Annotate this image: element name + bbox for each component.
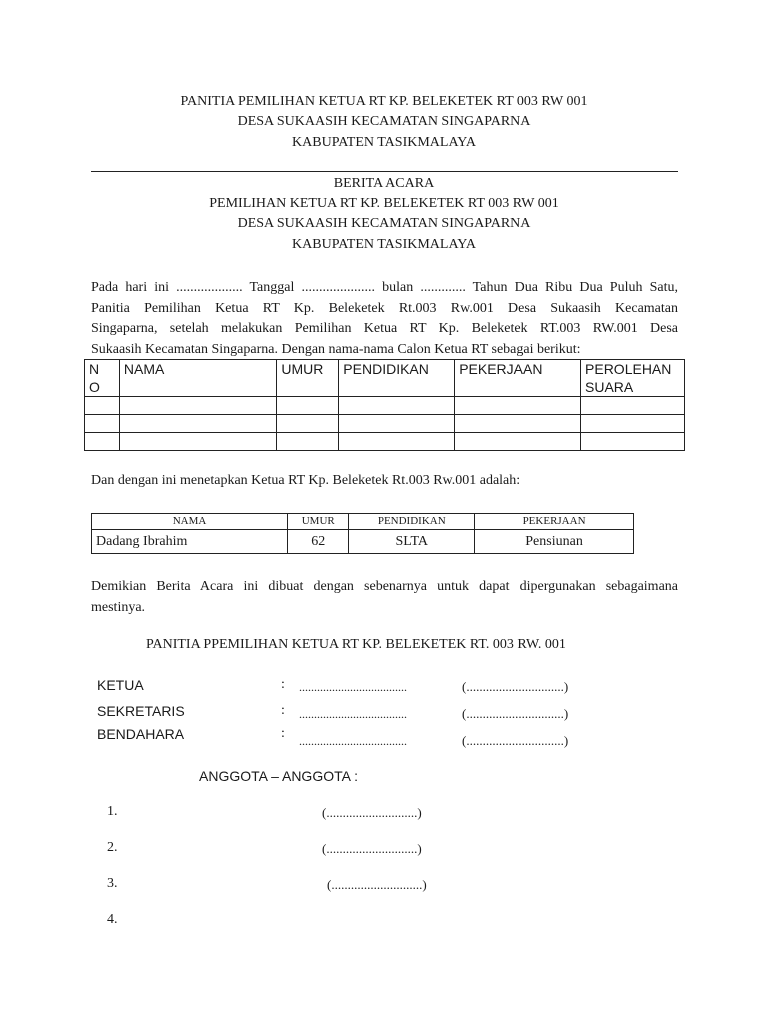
table-cell (455, 415, 581, 433)
col-header-perolehan-line-2: SUARA (585, 379, 634, 395)
member-number: 2. (107, 840, 118, 855)
table-cell (455, 433, 581, 451)
intro-paragraph (91, 278, 678, 360)
signatory-colon: : (281, 677, 285, 692)
member-number: 1. (107, 804, 118, 819)
table-cell (455, 397, 581, 415)
table-cell (119, 397, 276, 415)
col-header-nama: NAMA (119, 360, 276, 397)
signature-line: .................................... (299, 734, 407, 748)
table-row (85, 397, 685, 415)
table-cell (581, 415, 685, 433)
elected-header-pendidikan: PENDIDIKAN (349, 514, 475, 530)
table-cell (277, 433, 339, 451)
elected-pekerjaan: Pensiunan (475, 530, 634, 554)
table-row (85, 415, 685, 433)
intro-line-4: Sukaasih Kecamatan Singaparna. Dengan nama-nama Calon Ketua RT sebagai berikut: (91, 341, 581, 357)
col-header-no (85, 360, 120, 397)
signatory-name-placeholder: (..............................) (462, 679, 569, 694)
col-header-perolehan-suara (581, 360, 685, 397)
elected-header-pekerjaan: PEKERJAAN (475, 514, 634, 530)
decision-text: Dan dengan ini menetapkan Ketua RT Kp. Beleketek Rt.003 Rw.001 adalah: (91, 473, 521, 488)
committee-title: PANITIA PPEMILIHAN KETUA RT KP. BELEKETEK RT. 003 RW. 001 (146, 637, 566, 652)
header-line-2: DESA SUKAASIH KECAMATAN SINGAPARNA (237, 114, 531, 129)
elected-pendidikan: SLTA (349, 530, 475, 554)
table-cell (339, 433, 455, 451)
elected-header-row (92, 514, 634, 530)
col-header-pekerjaan: PEKERJAAN (455, 360, 581, 397)
signatory-role-ketua: KETUA (97, 677, 144, 693)
signature-line: .................................... (299, 680, 407, 694)
member-name-placeholder: (............................) (322, 841, 422, 856)
elected-umur: 62 (288, 530, 349, 554)
table-cell (581, 397, 685, 415)
table-cell (85, 415, 120, 433)
signatory-role-sekretaris: SEKRETARIS (97, 703, 185, 719)
members-title: ANGGOTA – ANGGOTA : (199, 768, 358, 784)
table-cell (277, 397, 339, 415)
intro-line-1: Pada hari ini ................... Tanggal ..................... bulan ............. Tahun Dua Ribu Dua Puluh Satu, (91, 280, 678, 295)
table-cell (119, 433, 276, 451)
col-header-umur: UMUR (277, 360, 339, 397)
member-name-placeholder: (............................) (327, 877, 427, 892)
header-divider (91, 171, 678, 172)
header-line-1: PANITIA PEMILIHAN KETUA RT KP. BELEKETEK RT 003 RW 001 (180, 94, 588, 109)
title-line-3: DESA SUKAASIH KECAMATAN SINGAPARNA (237, 216, 531, 231)
intro-line-2: Panitia Pemilihan Ketua RT Kp. Beleketek Rt.003 Rw.001 Desa Sukaasih Kecamatan (91, 300, 678, 316)
title-line-2: PEMILIHAN KETUA RT KP. BELEKETEK RT 003 RW 001 (209, 196, 559, 211)
closing-paragraph (91, 577, 678, 618)
title-line-1: BERITA ACARA (333, 176, 435, 191)
intro-line-3: Singaparna, setelah melakukan Pemilihan Ketua RT Kp. Beleketek RT.003 RW.001 Desa (91, 321, 678, 336)
col-header-no-line-2: O (89, 379, 100, 395)
signatory-role-bendahara: BENDAHARA (97, 726, 185, 742)
table-cell (581, 433, 685, 451)
title-line-4: KABUPATEN TASIKMALAYA (292, 237, 476, 252)
col-header-perolehan-line-1: PEROLEHAN (585, 361, 672, 377)
col-header-no-line-1: N (89, 361, 100, 377)
signatory-name-placeholder: (..............................) (462, 733, 569, 748)
closing-line-2: mestinya. (91, 599, 146, 615)
signature-line: .................................... (299, 707, 407, 721)
table-cell (119, 415, 276, 433)
elected-header-umur: UMUR (288, 514, 349, 530)
table-cell (85, 433, 120, 451)
signatory-name-placeholder: (..............................) (462, 706, 569, 721)
elected-table (91, 513, 634, 554)
table-cell (85, 397, 120, 415)
signatory-colon: : (281, 726, 285, 741)
elected-row (92, 530, 634, 554)
table-cell (277, 415, 339, 433)
elected-header-nama: NAMA (92, 514, 288, 530)
member-number: 4. (107, 912, 118, 927)
candidates-header-row (85, 360, 685, 397)
elected-nama: Dadang Ibrahim (92, 530, 288, 554)
header-line-3: KABUPATEN TASIKMALAYA (292, 135, 476, 150)
member-name-placeholder: (............................) (322, 805, 422, 820)
candidates-table (84, 359, 685, 451)
table-cell (339, 397, 455, 415)
signatory-colon: : (281, 703, 285, 718)
closing-line-1: Demikian Berita Acara ini dibuat dengan sebenarnya untuk dapat dipergunakan sebagaimana (91, 579, 678, 594)
member-number: 3. (107, 876, 118, 891)
table-cell (339, 415, 455, 433)
col-header-pendidikan: PENDIDIKAN (339, 360, 455, 397)
table-row (85, 433, 685, 451)
